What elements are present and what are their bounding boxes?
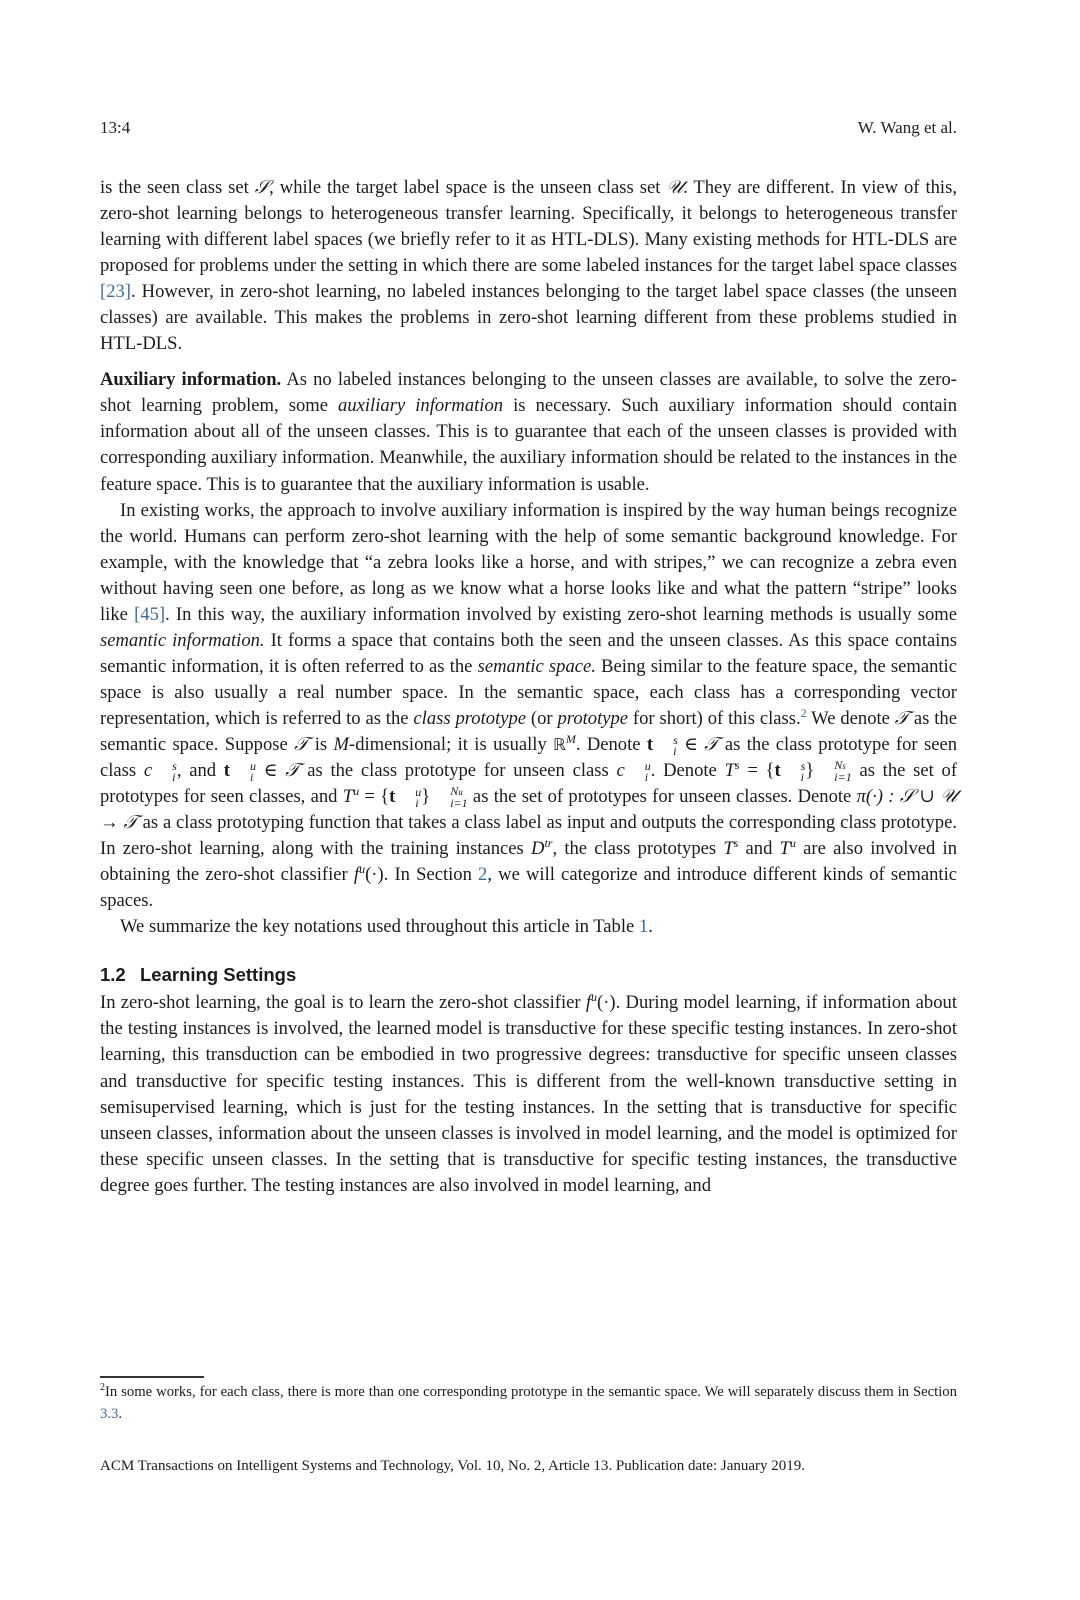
- citation-link-23[interactable]: [23]: [100, 281, 131, 303]
- section-number: 1.2: [100, 964, 126, 986]
- footnote-ref-2[interactable]: 2: [800, 705, 807, 720]
- citation-link-45[interactable]: [45]: [134, 603, 166, 625]
- footnote-divider: [100, 1376, 204, 1378]
- running-head: [100, 118, 957, 138]
- running-authors: W. Wang et al.: [857, 118, 957, 137]
- page-number: 13:4: [100, 118, 131, 137]
- section-link-2[interactable]: 2: [478, 864, 488, 886]
- paragraph-htl-dls: is the seen class set 𝒮, while the target label space is the unseen class set 𝒰. They are different. In view of this, zero-shot learning belongs to heterogeneous transfer learning. Specifically, it belongs to heterogeneous transfer learning with different label spaces (we briefly refer to it as HTL-DLS). Many existing methods for HTL-DLS are proposed for problems under the setting in which there are some labeled instances for the target label space classes [23]. However, in zero-shot learning, no labeled instances belonging to the target label space classes (the unseen classes) are available. This makes the problems in zero-shot learning different from these problems studied in HTL-DLS.: [100, 177, 957, 355]
- run-in-heading: Auxiliary information.: [100, 369, 282, 391]
- paragraph-semantic-space: In existing works, the approach to involve auxiliary information is inspired by the way human beings recognize the world. Humans can perform zero-shot learning with the help of some semantic background knowledge. For example, with the knowledge that “a zebra looks like a horse, and with stripes,” we can recognize a zebra even without having seen one before, as long as we know what a horse looks like and what the pattern “stripe” looks like [45]. In this way, the auxiliary information involved by existing zero-shot learning methods is usually some semantic information. It forms a space that contains both the seen and the unseen classes. As this space contains semantic information, it is often referred to as the semantic space. Being similar to the feature space, the semantic space is also usually a real number space. In the semantic space, each class has a corresponding vector representation, which is referred to as the class prototype (or prototype for short) of this class.$^2$ We denote 𝒯 as the semantic space. Suppose 𝒯 is M-dimensional; it is usually ℝ$^M$. Denote t s i ∈ 𝒯 as the class prototype for seen class c s i , and t u i ∈ 𝒯 as the class prototype for unseen class c u i . Denote $T^s = \{t$ s i } Ns i=1 as the set of prototypes for seen classes, and $T^u = \{t$ u i } Nu i=1 as the set of prototypes for unseen classes. Denote π(·) : 𝒮 ∪ 𝒰 → 𝒯 as a class prototyping function that takes a class label as input and outputs the corresponding class prototype. In zero-shot learning, along with the training instances $D^{tr}$, the class prototypes $T^s$ and $T^u$ are also involved in obtaining the zero-shot classifier $f^u(\cdot)$. In Section 2, we will categorize and introduce different kinds of semantic spaces.: [100, 499, 958, 912]
- paragraph-auxiliary-information: Auxiliary information. As no labeled instances belonging to the unseen classes are available, to solve the zero-shot learning problem, some auxiliary information is necessary. Such auxiliary information should contain information about all of the unseen classes. This is to guarantee that each of the unseen classes is provided with corresponding auxiliary information. Meanwhile, the auxiliary information should be related to the instances in the feature space. This is to guarantee that the auxiliary information is usable.: [100, 369, 958, 495]
- body-text: [100, 175, 957, 1199]
- section-link-3-3[interactable]: 3.3: [100, 1406, 119, 1422]
- paragraph-notations: We summarize the key notations used throughout this article in Table 1.: [120, 916, 653, 938]
- footnote-2: $^2$In some works, for each class, there is more than one corresponding prototype in the semantic space. We will separately discuss them in Section 3.3.: [100, 1382, 957, 1422]
- section-title: Learning Settings: [140, 964, 297, 986]
- journal-footer: ACM Transactions on Intelligent Systems and Technology, Vol. 10, No. 2, Article 13. Publication date: January 2019.: [100, 1458, 806, 1474]
- table-link-1[interactable]: 1: [638, 916, 649, 938]
- section-heading-learning-settings: [100, 962, 957, 988]
- paragraph-learning-settings: In zero-shot learning, the goal is to learn the zero-shot classifier $f^u(\cdot)$. During model learning, if information about the testing instances is involved, the learned model is transductive for these specific testing instances. In zero-shot learning, this transduction can be embodied in two progressive degrees: transductive for specific unseen classes and transductive for specific testing instances. This is different from the well-known transductive setting in semisupervised learning, which is just for the testing instances. In the setting that is transductive for specific unseen classes, information about the unseen classes is involved in model learning, and the model is optimized for these specific unseen classes. In the setting that is transductive for specific testing instances, the transductive degree goes further. The testing instances are also involved in model learning, and: [100, 990, 957, 1196]
